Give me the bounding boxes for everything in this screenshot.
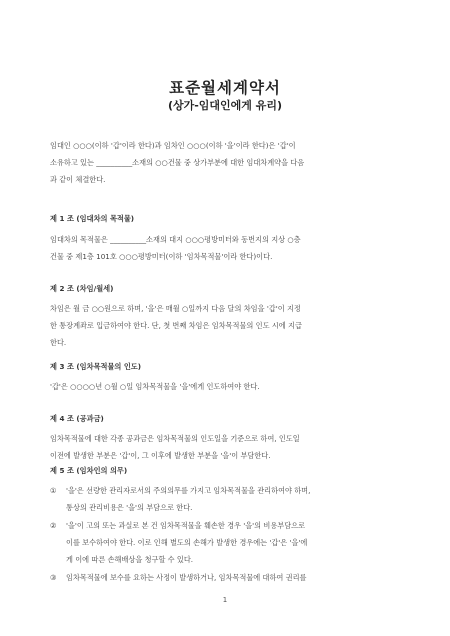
document-subtitle: (상가-임대인에게 유리)	[167, 99, 283, 112]
article-2-heading: 제 2 조 (차임/월세)	[50, 284, 114, 293]
item-text: '을'이 고의 또는 과실로 본 건 임차목적물을 훼손한 경우 '을'의 비용부담으로 이를 보수하여야 한다. 이로 인해 별도의 손해가 발생한 경우에는 '갑'은 '을'에 게 이에 따른 손해배상을 청구할 수 있다.	[66, 521, 308, 564]
article-5-heading: 제 5 조 (임차인의 의무)	[50, 466, 128, 475]
item-number: ①	[50, 486, 57, 495]
article-1-body: 임대차의 목적물은 __________소재의 대지 ○○○평방미터와 동번지의 지상 ○층 건물 중 제1층 101호 ○○○평방미터(이하 '임차목적물'이라 한다)이다.	[50, 235, 301, 261]
item-text: '을'은 선량한 관리자로서의 주의의무를 가지고 임차목적물을 관리하여야 하며, 통상의 관리비용은 '을'의 부담으로 한다.	[66, 486, 311, 512]
article-1-heading: 제 1 조 (임대차의 목적물)	[50, 214, 135, 223]
article-3-heading: 제 3 조 (임차목적물의 인도)	[50, 362, 142, 371]
article-2-body: 차임은 월 금 ○○원으로 하며, '을'은 매월 ○일까지 다음 달의 차임을 '갑'이 지정 한 통장계좌로 입금하여야 한다. 단, 첫 번째 차임은 임차목적물의 인도 시에 지급 한다.	[50, 304, 302, 347]
item-number: ②	[50, 521, 57, 530]
article-4-heading: 제 4 조 (공과금)	[50, 414, 104, 423]
page-number: 1	[222, 596, 228, 604]
item-text: 임차목적물에 보수를 요하는 사정이 발생하거나, 임차목적물에 대하여 권리를	[66, 573, 307, 582]
item-number: ③	[50, 573, 57, 582]
document-title: 표준월세계약서	[169, 79, 281, 97]
article-3-body: '갑'은 ○○○○년 ○월 ○일 임차목적물을 '을'에게 인도하여야 한다.	[50, 382, 260, 391]
article-4-body: 임차목적물에 대한 각종 공과금은 임차목적물의 인도일을 기준으로 하여, 인도일 이전에 발생한 부분은 '갑'이, 그 이후에 발생한 부분을 '을'이 부담한다.	[50, 434, 300, 460]
intro-paragraph: 임대인 ○○○(이하 '갑'이라 한다)과 임차인 ○○○(이하 '을'이라 한다)은 '갑'이 소유하고 있는 __________소재의 ○○건물 중 상가부분에 대한 임대차계약을 다음 과 같이 체결한다.	[50, 141, 305, 184]
